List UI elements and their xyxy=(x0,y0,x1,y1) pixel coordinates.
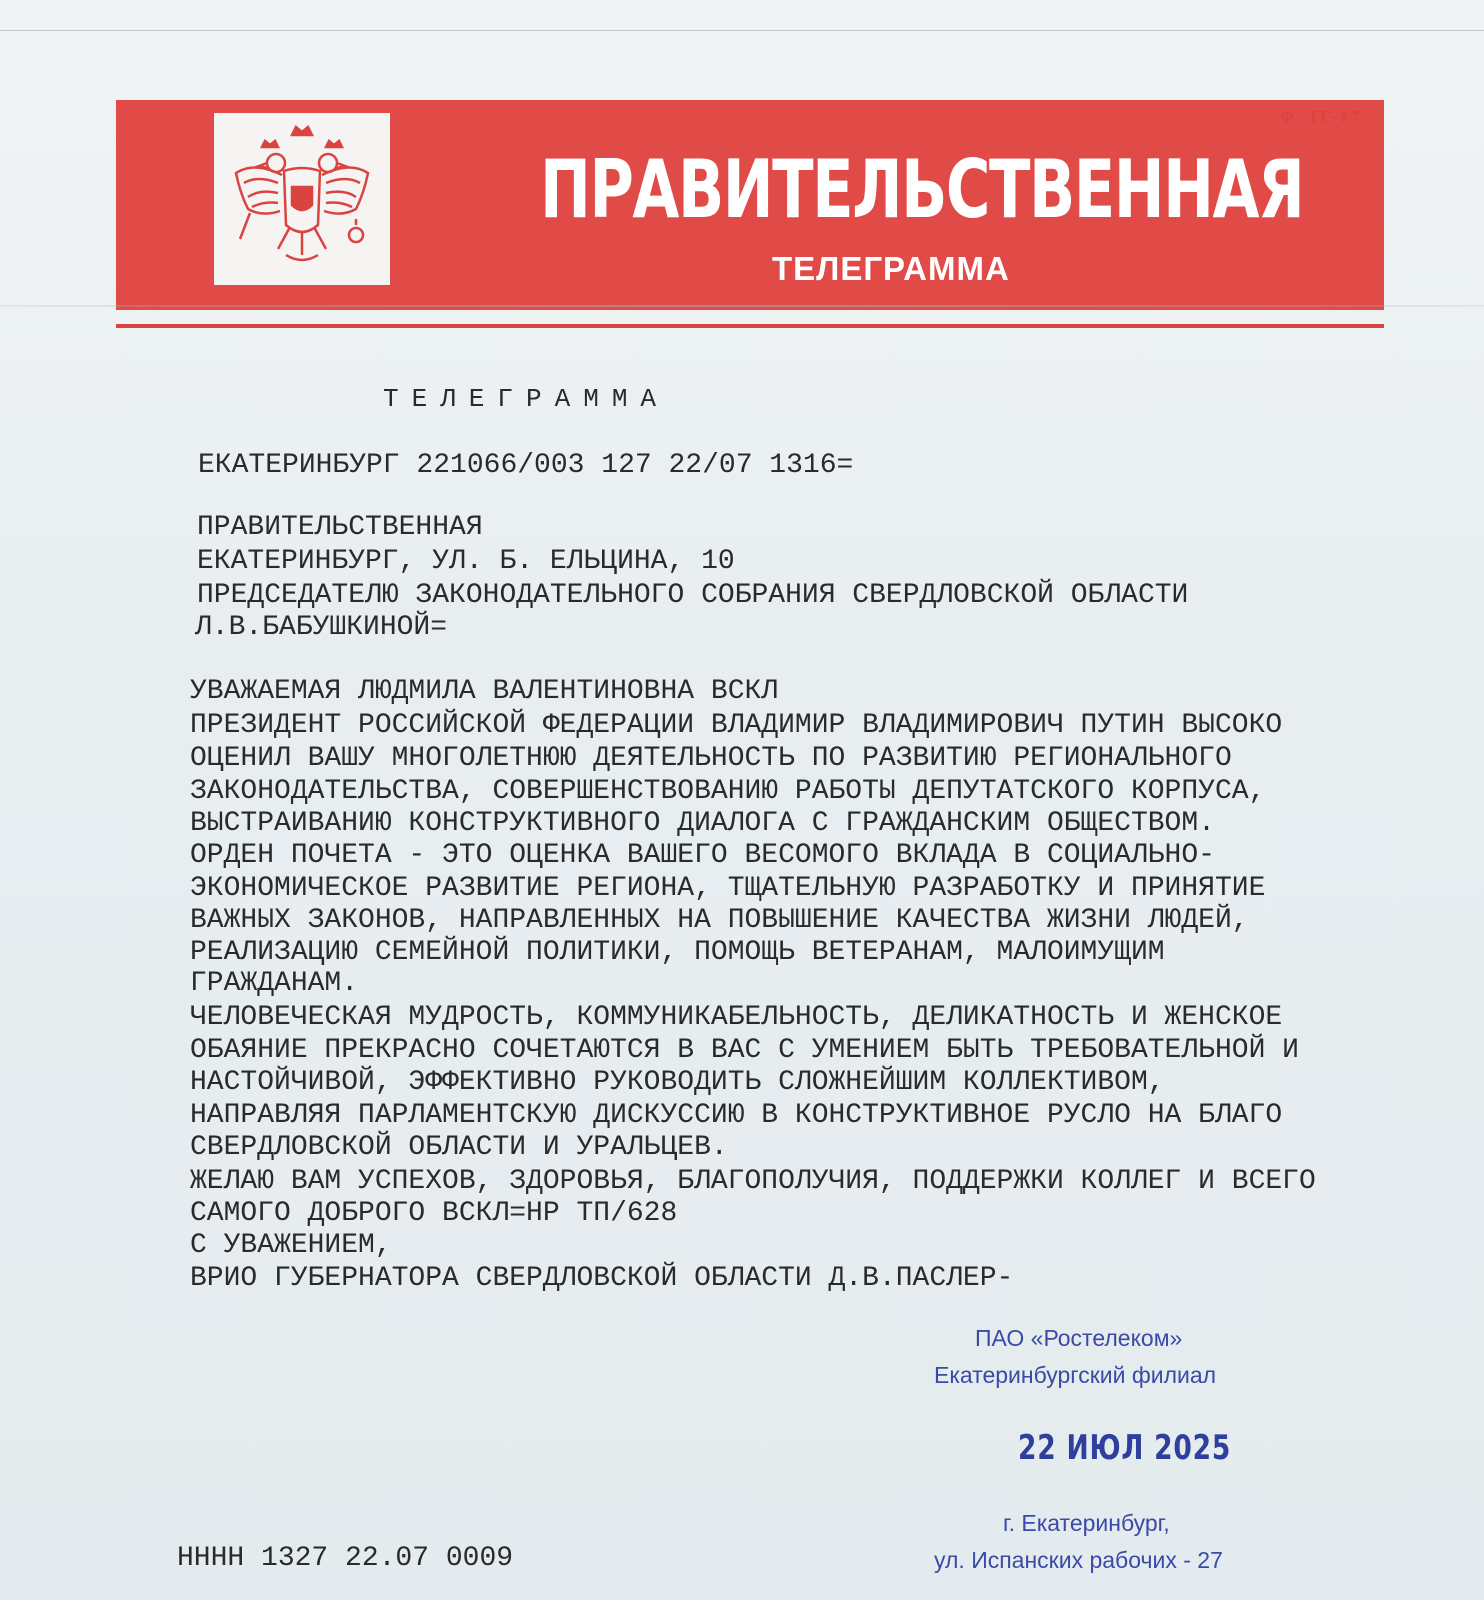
telegram-header-line: ЕКАТЕРИНБУРГ 221066/003 127 22/07 1316= xyxy=(198,450,854,481)
body-line: ВАЖНЫХ ЗАКОНОВ, НАПРАВЛЕННЫХ НА ПОВЫШЕНИЕ КАЧЕСТВА ЖИЗНИ ЛЮДЕЙ, xyxy=(190,905,1249,936)
body-line: РЕАЛИЗАЦИЮ СЕМЕЙНОЙ ПОЛИТИКИ, ПОМОЩЬ ВЕТЕРАНАМ, МАЛОИМУЩИМ xyxy=(190,937,1165,968)
address-line: ПРАВИТЕЛЬСТВЕННАЯ xyxy=(197,512,483,543)
telegram-heading: ТЕЛЕГРАММА xyxy=(383,384,670,414)
footer-code: НННН 1327 22.07 0009 xyxy=(177,1543,514,1574)
address-line: ПРЕДСЕДАТЕЛЮ ЗАКОНОДАТЕЛЬНОГО СОБРАНИЯ СВЕРДЛОВСКОЙ ОБЛАСТИ xyxy=(197,580,1189,611)
paper-fold xyxy=(0,305,1484,307)
body-line: НАСТОЙЧИВОЙ, ЭФФЕКТИВНО РУКОВОДИТЬ СЛОЖНЕЙШИМ КОЛЛЕКТИВОМ, xyxy=(190,1067,1165,1098)
banner-underline xyxy=(116,324,1384,328)
banner-subtitle: ТЕЛЕГРАММА xyxy=(772,250,1010,287)
body-line: ОЦЕНИЛ ВАШУ МНОГОЛЕТНЮЮ ДЕЯТЕЛЬНОСТЬ ПО РАЗВИТИЮ РЕГИОНАЛЬНОГО xyxy=(190,743,1232,774)
body-line: ВЫСТРАИВАНИЮ КОНСТРУКТИВНОГО ДИАЛОГА С ГРАЖДАНСКИМ ОБЩЕСТВОМ. xyxy=(190,808,1215,839)
address-line: Л.В.БАБУШКИНОЙ= xyxy=(195,612,448,643)
body-line: ПРЕЗИДЕНТ РОССИЙСКОЙ ФЕДЕРАЦИИ ВЛАДИМИР ВЛАДИМИРОВИЧ ПУТИН ВЫСОКО xyxy=(190,710,1283,741)
coat-of-arms-icon xyxy=(214,113,390,285)
body-line: ЭКОНОМИЧЕСКОЕ РАЗВИТИЕ РЕГИОНА, ТЩАТЕЛЬНУЮ РАЗРАБОТКУ И ПРИНЯТИЕ xyxy=(190,873,1266,904)
stamp-date: 22 ИЮЛ 2025 xyxy=(1018,1428,1232,1468)
signature-line: ВРИО ГУБЕРНАТОРА СВЕРДЛОВСКОЙ ОБЛАСТИ Д.В.ПАСЛЕР- xyxy=(190,1263,1014,1294)
body-line: ЖЕЛАЮ ВАМ УСПЕХОВ, ЗДОРОВЬЯ, БЛАГОПОЛУЧИЯ, ПОДДЕРЖКИ КОЛЛЕГ И ВСЕГО xyxy=(190,1166,1316,1197)
closing-line: С УВАЖЕНИЕМ, xyxy=(190,1230,392,1261)
address-line: ЕКАТЕРИНБУРГ, УЛ. Б. ЕЛЬЦИНА, 10 xyxy=(197,546,735,577)
body-line: ГРАЖДАНАМ. xyxy=(190,968,359,999)
paper-top-edge xyxy=(0,30,1484,31)
stamp-city: г. Екатеринбург, xyxy=(1003,1510,1170,1536)
body-line: САМОГО ДОБРОГО ВСКЛ=НР ТП/628 xyxy=(190,1198,678,1229)
body-line: ОРДЕН ПОЧЕТА - ЭТО ОЦЕНКА ВАШЕГО ВЕСОМОГО ВКЛАДА В СОЦИАЛЬНО- xyxy=(190,840,1215,871)
form-code: Ф. ТГ-17 xyxy=(1280,108,1362,126)
stamp-org: ПАО «Ростелеком» xyxy=(975,1325,1183,1351)
stamp-street: ул. Испанских рабочих - 27 xyxy=(934,1547,1223,1573)
body-line: СВЕРДЛОВСКОЙ ОБЛАСТИ И УРАЛЬЦЕВ. xyxy=(190,1132,728,1163)
body-line: УВАЖАЕМАЯ ЛЮДМИЛА ВАЛЕНТИНОВНА ВСКЛ xyxy=(190,676,779,707)
body-line: ЗАКОНОДАТЕЛЬСТВА, СОВЕРШЕНСТВОВАНИЮ РАБОТЫ ДЕПУТАТСКОГО КОРПУСА, xyxy=(190,776,1266,807)
stamp-branch: Екатеринбургский филиал xyxy=(934,1362,1217,1388)
body-line: НАПРАВЛЯЯ ПАРЛАМЕНТСКУЮ ДИСКУССИЮ В КОНСТРУКТИВНОЕ РУСЛО НА БЛАГО xyxy=(190,1100,1283,1131)
body-line: ОБАЯНИЕ ПРЕКРАСНО СОЧЕТАЮТСЯ В ВАС С УМЕНИЕМ БЫТЬ ТРЕБОВАТЕЛЬНОЙ И xyxy=(190,1035,1299,1066)
body-line: ЧЕЛОВЕЧЕСКАЯ МУДРОСТЬ, КОММУНИКАБЕЛЬНОСТЬ, ДЕЛИКАТНОСТЬ И ЖЕНСКОЕ xyxy=(190,1002,1283,1033)
banner-title: ПРАВИТЕЛЬСТВЕННАЯ xyxy=(540,143,1304,236)
